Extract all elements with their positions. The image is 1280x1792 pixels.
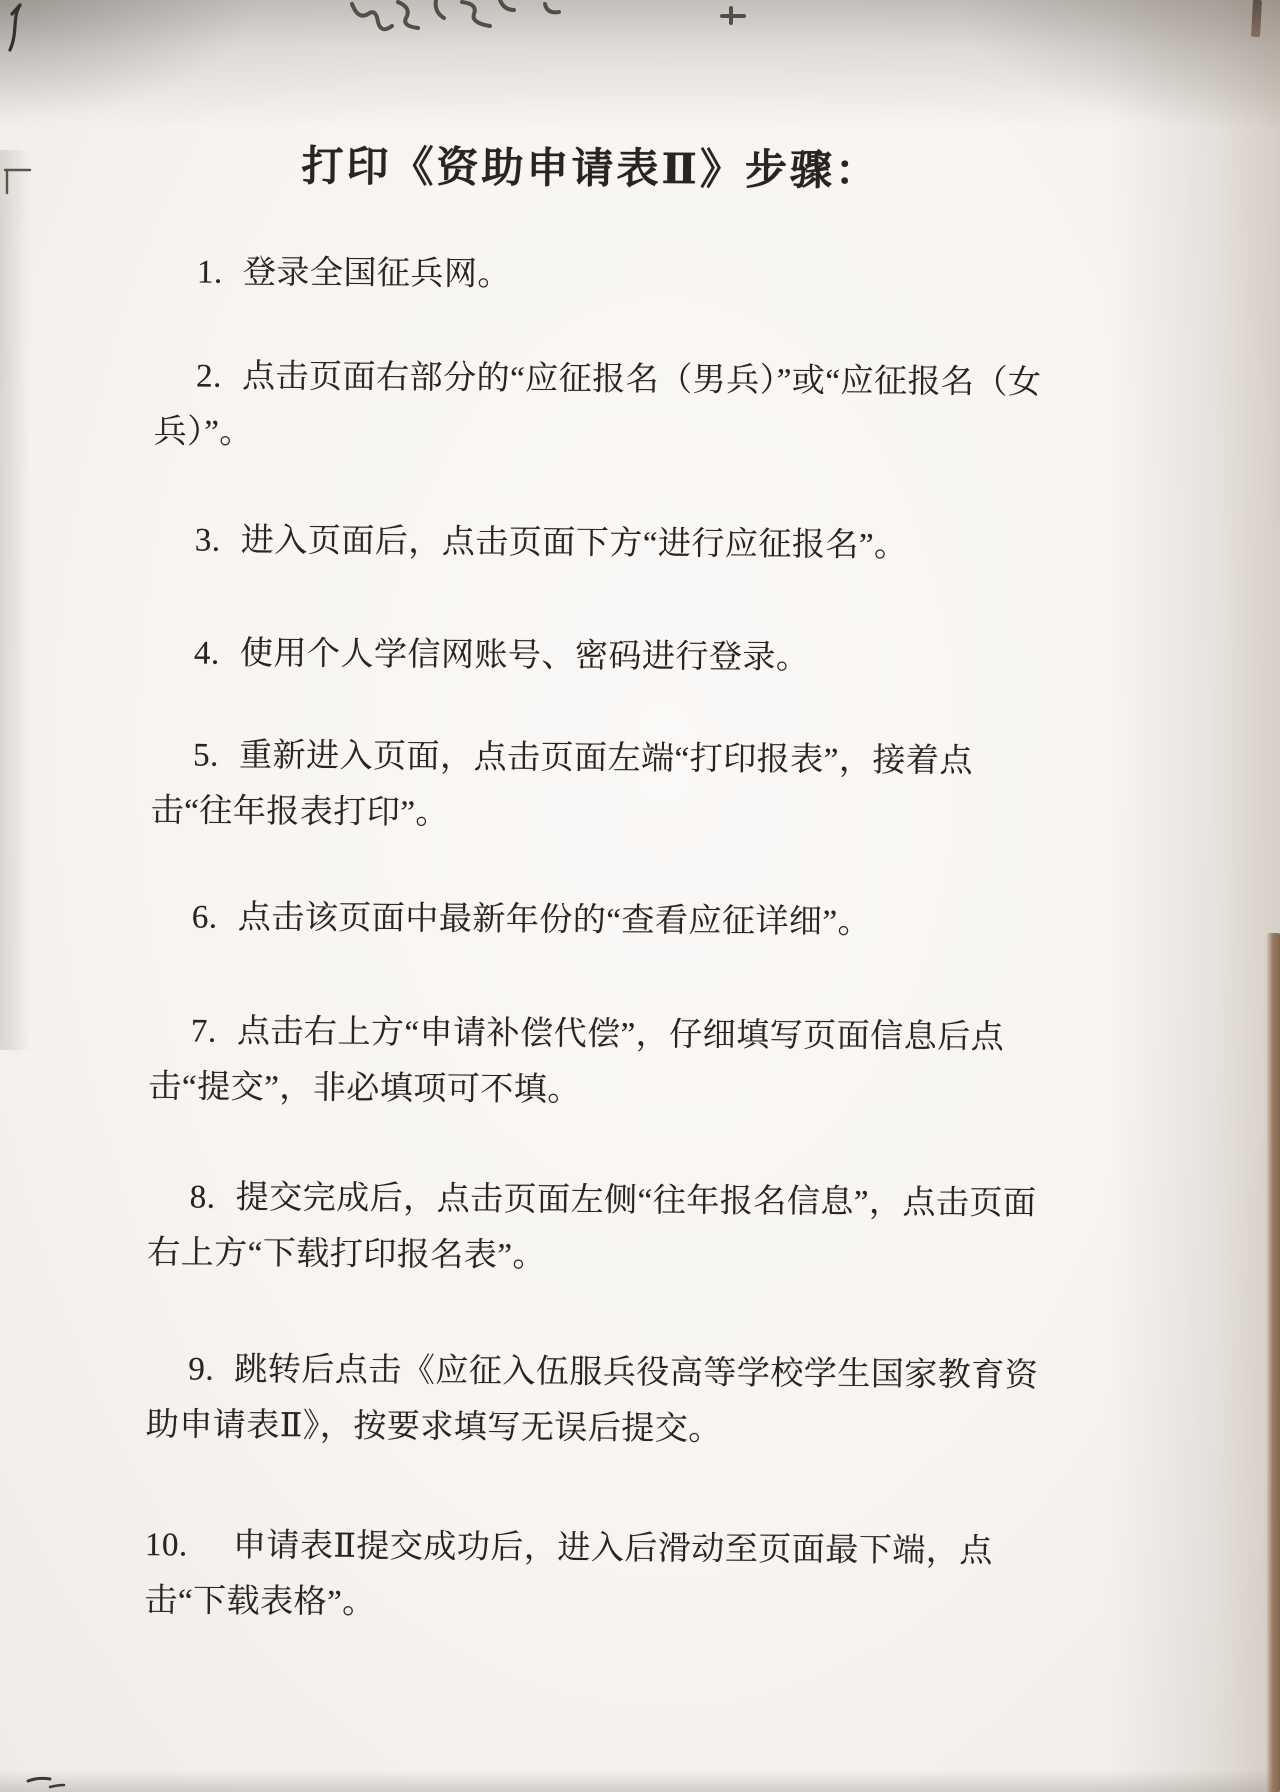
step-text: 点击页面右部分的“应征报名（男兵）”或“应征报名（女兵）”。	[153, 358, 1042, 451]
step-text: 点击右上方“申请补偿代偿”，仔细填写页面信息后点击“提交”，非必填项可不填。	[148, 1013, 1005, 1109]
step-text: 使用个人学信网账号、密码进行登录。	[239, 635, 810, 677]
step-number: 10.	[144, 1527, 188, 1564]
step-text: 登录全国征兵网。	[242, 254, 512, 293]
step-item	[150, 889, 1050, 952]
step-number: 4.	[193, 635, 220, 672]
step-text: 申请表Ⅱ提交成功后，进入后滑动至页面最下端，点击“下载表格”。	[144, 1527, 993, 1621]
step-number: 2.	[195, 358, 222, 395]
step-text: 进入页面后，点击页面下方“进行应征报名”。	[240, 522, 908, 565]
step-item	[152, 625, 1052, 688]
step-item	[146, 1341, 1047, 1460]
step-item	[153, 512, 1053, 575]
step-item	[150, 727, 1051, 846]
page-title: 打印《资助申请表Ⅱ》步骤：	[301, 144, 881, 195]
step-item	[153, 348, 1054, 467]
step-number: 3.	[194, 522, 221, 559]
step-item	[144, 1517, 1045, 1636]
step-number: 9.	[188, 1351, 215, 1388]
step-number: 8.	[189, 1179, 216, 1216]
step-number: 5.	[192, 737, 220, 774]
step-item	[155, 244, 1055, 307]
steps-list	[144, 244, 1055, 1636]
step-number: 7.	[190, 1013, 217, 1050]
step-text: 提交完成后，点击页面左侧“往年报名信息”，点击页面右上方“下载打印报名表”。	[147, 1179, 1037, 1275]
step-text: 跳转后点击《应征入伍服兵役高等学校学生国家教育资助申请表Ⅱ》，按要求填写无误后提交。	[145, 1351, 1039, 1448]
step-text: 点击该页面中最新年份的“查看应征详细”。	[237, 899, 872, 941]
step-item	[148, 1003, 1049, 1122]
step-text: 重新进入页面，点击页面左端“打印报表”，接着点击“往年报表打印”。	[150, 737, 974, 832]
step-number: 6.	[191, 899, 218, 936]
step-number: 1.	[196, 254, 223, 291]
step-item	[147, 1169, 1048, 1288]
